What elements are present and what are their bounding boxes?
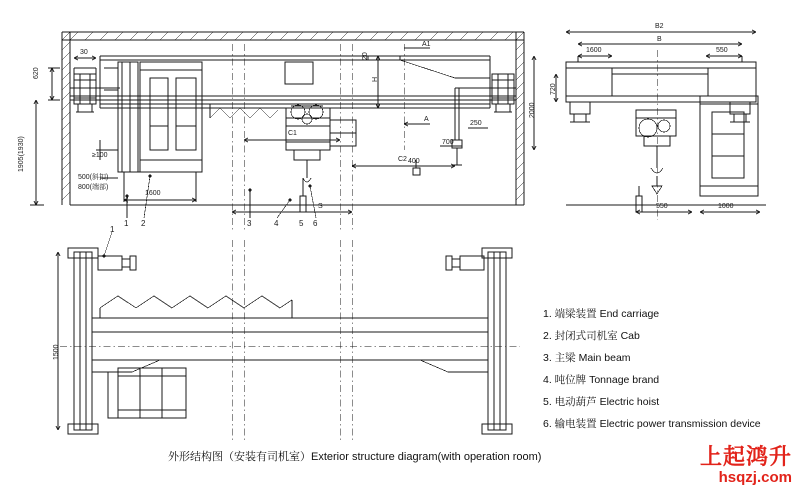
- legend-item-3: 3. 主梁 Main beam: [543, 352, 631, 364]
- watermark-brand-cn: 上起鸿升: [699, 444, 792, 469]
- dim-label-s: S: [318, 203, 323, 210]
- dim-width-1600: 1600: [145, 190, 161, 197]
- watermark-logo: [700, 445, 792, 487]
- dim-side-550-top: 550: [716, 47, 728, 54]
- dim-label-2000: 2000: [529, 102, 536, 118]
- dim-height-620: 620: [33, 67, 40, 79]
- callout-5-top: 5: [299, 219, 304, 228]
- dim-height-1905: 1905(1930): [18, 136, 25, 172]
- dim-side-b: B: [657, 36, 662, 43]
- callout-4-top: 4: [274, 219, 279, 228]
- legend-item-5: 5. 电动葫芦 Electric hoist: [543, 396, 660, 408]
- dim-label-700: 700: [442, 139, 454, 146]
- dim-side-550-bottom: 550: [656, 203, 668, 210]
- diagram-caption: 外形结构图（安装有司机室）Exterior structure diagram(with operation room): [168, 451, 542, 463]
- dim-label-250: 250: [470, 120, 482, 127]
- dim-label-400: 400: [408, 158, 420, 165]
- callout-6-top: 6: [313, 219, 318, 228]
- dim-side-b2: B2: [655, 23, 664, 30]
- dim-rail-note-2: 800(端部): [78, 184, 109, 191]
- dim-label-20: 20: [362, 52, 369, 60]
- callout-1-top: 1: [124, 219, 129, 228]
- legend-item-1: 1. 端梁装置 End carriage: [543, 308, 660, 320]
- dim-side-720: 720: [550, 83, 557, 95]
- dim-label-c1: C1: [288, 130, 297, 137]
- legend: [543, 303, 793, 435]
- legend-item-2: 2. 封闭式司机室 Cab: [543, 330, 640, 342]
- dim-span-left: 30: [80, 49, 88, 56]
- watermark-url: hsqzj.com: [718, 469, 792, 486]
- callout-1-plan: 1: [110, 225, 115, 234]
- dim-clearance-100: ≥100: [92, 152, 108, 159]
- legend-item-4: 4. 吨位牌 Tonnage brand: [543, 374, 660, 386]
- dim-label-c2: C2: [398, 156, 407, 163]
- dim-rail-note-1: 500(斜扣): [78, 174, 109, 181]
- dim-label-h: H: [372, 76, 379, 82]
- callout-2-top: 2: [141, 219, 146, 228]
- callout-3-top: 3: [247, 219, 252, 228]
- legend-item-6: 6. 输电装置 Electric power transmission device: [543, 418, 761, 430]
- dim-label-a: A: [424, 116, 429, 123]
- dim-side-1000: 1000: [718, 203, 734, 210]
- dim-side-1600: 1600: [586, 47, 602, 54]
- dim-plan-1500: 1500: [53, 344, 60, 360]
- dim-label-a1: A1: [422, 41, 431, 48]
